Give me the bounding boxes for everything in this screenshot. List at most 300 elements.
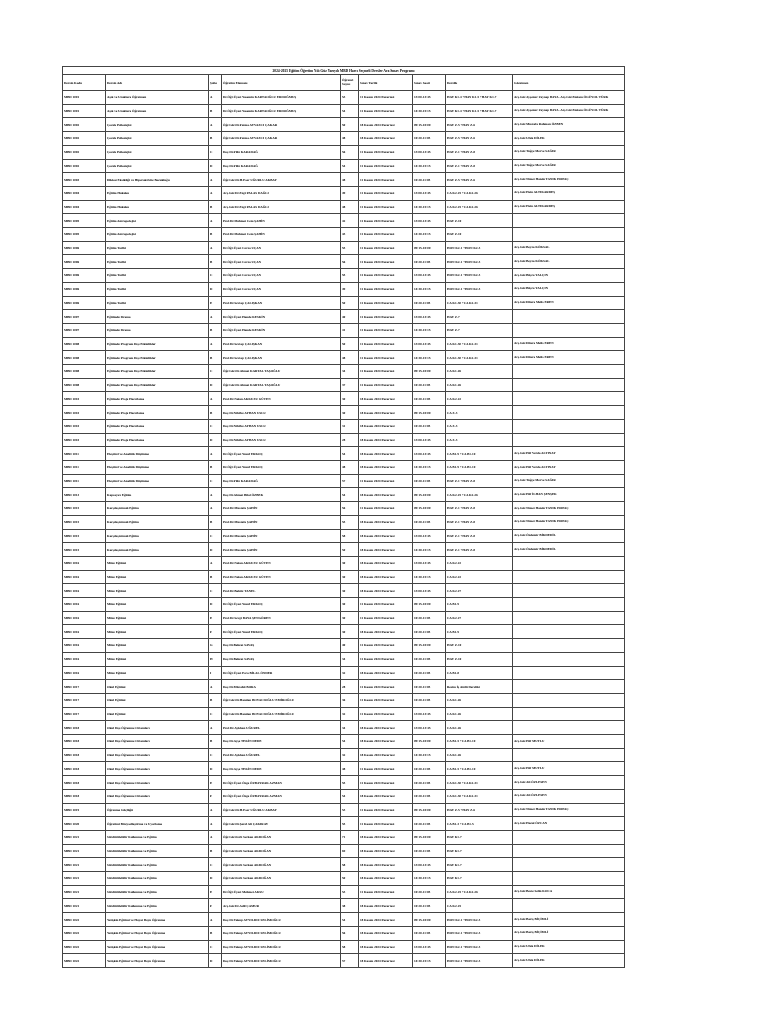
- cell-instructor: Öğr.Gör.Ferit Serkan AKDOĞAN: [222, 858, 341, 872]
- cell-exam-time: 13:00-13:45: [413, 556, 446, 570]
- cell-student-count: 28: [341, 433, 359, 447]
- cell-exam-time: 14:30-15:15: [413, 282, 446, 296]
- cell-classroom: CA B1-9: [446, 598, 513, 612]
- cell-student-count: 54: [341, 913, 359, 927]
- cell-student-count: 55: [341, 817, 359, 831]
- cell-course-name: Eğitimde Proje Hazırlama: [106, 433, 209, 447]
- cell-classroom: HAY Z-1 +HAY Z-8: [446, 474, 513, 488]
- cell-student-count: 38: [341, 899, 359, 913]
- table-row: [63, 460, 625, 474]
- cell-student-count: 55: [341, 269, 359, 283]
- cell-course-name: Dikkat Eksikliği ve Hiperaktivite Bozukluğu: [106, 173, 209, 187]
- cell-student-count: 57: [341, 474, 359, 488]
- cell-exam-time: 10:20-11:05: [413, 817, 446, 831]
- cell-proctor: Arş.Gör.Ali ÖZLESEN: [513, 776, 625, 790]
- cell-classroom: HAY K1-7: [446, 830, 513, 844]
- cell-course-name: Sürdürülebilir Kalkınma ve Eğitim: [106, 844, 209, 858]
- cell-exam-date: 18 Kasım 2024 Pazartesi: [359, 625, 413, 639]
- cell-course-name: Müze Eğitimi: [106, 625, 209, 639]
- cell-exam-time: 13:00-13:45: [413, 529, 446, 543]
- cell-exam-date: 11 Kasım 2024 Pazartesi: [359, 474, 413, 488]
- cell-proctor: Arş.Gör.Ali ÖZLESEN: [513, 789, 625, 803]
- cell-exam-date: 11 Kasım 2024 Pazartesi: [359, 296, 413, 310]
- cell-classroom: HAY Z-7: [446, 323, 513, 337]
- cell-instructor: Dr.Öğr.Üyesi Esra BİLAL ÖNDER: [222, 666, 341, 680]
- cell-course-code: MBD 1015: [63, 529, 106, 543]
- cell-instructor: Prof.Dr.Aykhan UĞUREL: [222, 721, 341, 735]
- cell-proctor: [513, 570, 625, 584]
- cell-proctor: Arş.Gör.Nimet Hande TANIK HOPAÇ: [513, 515, 625, 529]
- cell-section: C: [209, 145, 222, 159]
- cell-exam-time: 14:30-15:15: [413, 351, 446, 365]
- cell-section: C: [209, 269, 222, 283]
- cell-proctor: Arş.Gör.Ayşenur Zeynep BAYA -Arş.Gör.Emlam ÖGÜYOL TÜRK: [513, 104, 625, 118]
- cell-proctor: [513, 680, 625, 694]
- cell-course-name: Eğitimde Program Dışı Etkinlikler: [106, 351, 209, 365]
- cell-instructor: Öğr.Gör.Dr.Ahmet KARTAL TAŞOĞLU: [222, 365, 341, 379]
- cell-student-count: 48: [341, 132, 359, 146]
- table-row: [63, 337, 625, 351]
- cell-course-code: MBD 1016: [63, 611, 106, 625]
- cell-course-code: MBD 1016: [63, 639, 106, 653]
- cell-instructor: Prof.Dr.Nalan AKKUZU GÜVEN: [222, 392, 341, 406]
- cell-section: A: [209, 488, 222, 502]
- cell-course-name: Eğitim Antropolojisi: [106, 214, 209, 228]
- cell-course-name: Karşılaştırmalı Eğitim: [106, 515, 209, 529]
- table-row: [63, 680, 625, 694]
- cell-section: A: [209, 392, 222, 406]
- cell-classroom: HAY Z-5 +HAY Z-6: [446, 118, 513, 132]
- cell-course-name: Yetişkin Eğitimi ve Hayat Boyu Öğrenme: [106, 954, 209, 968]
- cell-student-count: 58: [341, 858, 359, 872]
- cell-classroom: CA K1-26: [446, 721, 513, 735]
- cell-course-code: MBD 1018: [63, 762, 106, 776]
- table-row: [63, 556, 625, 570]
- cell-instructor: Doç.Dr.Behzat SAVAŞ: [222, 652, 341, 666]
- cell-classroom: HAY Z-5 +HAY Z-6: [446, 803, 513, 817]
- cell-exam-time: 10:20-11:05: [413, 515, 446, 529]
- cell-instructor: Dr.Öğr.Üyesi Cevza UÇAN: [222, 282, 341, 296]
- table-row: [63, 885, 625, 899]
- cell-proctor: [513, 844, 625, 858]
- table-row: [63, 214, 625, 228]
- cell-course-name: Eğitim Tarihi: [106, 269, 209, 283]
- cell-student-count: 30: [341, 625, 359, 639]
- table-row: [63, 584, 625, 598]
- cell-instructor: Prof.Dr.Bahtiz TANEL: [222, 584, 341, 598]
- cell-instructor: Dr.Öğr.Üyesi Yusuf ERKOÇ: [222, 447, 341, 461]
- cell-section: C: [209, 940, 222, 954]
- table-row: [63, 310, 625, 324]
- cell-student-count: 54: [341, 159, 359, 173]
- table-row: [63, 762, 625, 776]
- cell-exam-date: 18 Kasım 2024 Pazartesi: [359, 735, 413, 749]
- cell-proctor: Arş.Gör.Nimet Hande TANIK HOPAÇ: [513, 173, 625, 187]
- cell-student-count: 55: [341, 241, 359, 255]
- cell-section: A: [209, 173, 222, 187]
- cell-instructor: Dr.Öğr.Üyesi Cevza UÇAN: [222, 269, 341, 283]
- cell-student-count: 28: [341, 680, 359, 694]
- cell-exam-date: 11 Kasım 2024 Pazartesi: [359, 145, 413, 159]
- table-row: [63, 474, 625, 488]
- cell-instructor: Öğr.Gör.Dr.Fatma AYVAZCI ÇAKAR: [222, 118, 341, 132]
- cell-course-name: Eğitimde Drama: [106, 323, 209, 337]
- cell-exam-time: 14:30-15:15: [413, 200, 446, 214]
- cell-course-name: Okul Dışı Öğrenme Ortamları: [106, 721, 209, 735]
- cell-exam-time: 09:15-10:00: [413, 639, 446, 653]
- cell-instructor: Dr.Öğr.Üyesi Özge ÖZBAYRAK AZMAN: [222, 776, 341, 790]
- cell-exam-time: 10:20-11:05: [413, 132, 446, 146]
- cell-exam-time: 14:30-15:15: [413, 954, 446, 968]
- cell-course-name: Karşılaştırmalı Eğitim: [106, 543, 209, 557]
- cell-course-code: MBD 1011: [63, 460, 106, 474]
- cell-section: F: [209, 789, 222, 803]
- cell-exam-date: 11 Kasım 2024 Pazartesi: [359, 228, 413, 242]
- cell-section: A: [209, 556, 222, 570]
- cell-proctor: Arş.Gör.Nimet Hande TANIK HOPAÇ: [513, 803, 625, 817]
- cell-course-name: Eğitimde Program Dışı Etkinlikler: [106, 337, 209, 351]
- cell-student-count: 34: [341, 652, 359, 666]
- cell-course-name: Çocuk Psikolojisi: [106, 159, 209, 173]
- cell-proctor: Arş.Gör.Ufuk DİLEK: [513, 940, 625, 954]
- cell-exam-date: 11 Kasım 2024 Pazartesi: [359, 776, 413, 790]
- table-row: [63, 844, 625, 858]
- cell-exam-date: 11 Kasım 2024 Pazartesi: [359, 104, 413, 118]
- cell-course-code: MBD 1016: [63, 570, 106, 584]
- cell-exam-time: 09:15-10:00: [413, 735, 446, 749]
- cell-exam-time: 14:30-15:15: [413, 228, 446, 242]
- cell-classroom: HAY Z-10: [446, 228, 513, 242]
- cell-section: A: [209, 913, 222, 927]
- cell-proctor: [513, 748, 625, 762]
- cell-course-code: MBD 1017: [63, 707, 106, 721]
- cell-classroom: CA K2-22: [446, 392, 513, 406]
- cell-instructor: Prof.Dr.Mehmet Cem ŞAHİN: [222, 228, 341, 242]
- cell-exam-time: 14:30-15:15: [413, 460, 446, 474]
- cell-proctor: Arş.Gör.Beste Selin KOCA: [513, 885, 625, 899]
- table-body: [63, 91, 625, 968]
- cell-instructor: Öğr.Gör.Dr.H.Eser UĞURLU AKBAY: [222, 173, 341, 187]
- cell-student-count: 54: [341, 735, 359, 749]
- cell-exam-time: 09:15-10:00: [413, 488, 446, 502]
- cell-instructor: Öğr.Gör.Ferit Serkan AKDOĞAN: [222, 830, 341, 844]
- cell-course-code: MBD 1003: [63, 173, 106, 187]
- cell-instructor: Prof.Dr.Mustafa ŞAHİN: [222, 515, 341, 529]
- cell-exam-date: 11 Kasım 2024 Pazartesi: [359, 310, 413, 324]
- cell-course-name: Sürdürülebilir Kalkınma ve Eğitim: [106, 885, 209, 899]
- cell-course-name: Sürdürülebilir Kalkınma ve Eğitim: [106, 830, 209, 844]
- cell-instructor: Dr.Öğr.Üyesi Yasemin KARTAOĞLU ERDOĞMUŞ: [222, 91, 341, 105]
- cell-section: A: [209, 830, 222, 844]
- cell-exam-time: 10:20-11:05: [413, 419, 446, 433]
- cell-classroom: CA B1-8: [446, 666, 513, 680]
- cell-proctor: Arş.Gör.Barış BİÇİMLİ: [513, 913, 625, 927]
- cell-classroom: CA K2-22: [446, 570, 513, 584]
- cell-instructor: Prof.Dr.Sevtap ÇALIŞKAN: [222, 296, 341, 310]
- cell-course-name: Okul Dışı Öğrenme Ortamları: [106, 789, 209, 803]
- cell-section: B: [209, 693, 222, 707]
- cell-course-code: MBD 1015: [63, 502, 106, 516]
- cell-student-count: 30: [341, 611, 359, 625]
- cell-student-count: 32: [341, 707, 359, 721]
- cell-course-name: Müze Eğitimi: [106, 652, 209, 666]
- cell-proctor: Arş.Gör.Dilara Melis EREN: [513, 296, 625, 310]
- cell-classroom: HAY Z-10: [446, 639, 513, 653]
- cell-student-count: 57: [341, 954, 359, 968]
- cell-classroom: Resim İş Atölü Dersliki: [446, 680, 513, 694]
- table-title: 2024-2025 Eğitim Öğretim Yılı Güz Yarıyılı MBD Harcı Seçmeli Dersler Ara Sınav Programı: [63, 67, 625, 75]
- cell-proctor: Arş.Gör.Ayşenur Zeynep BAYA -Arş.Gör.Emlam ÖGÜYOL TÜRK: [513, 91, 625, 105]
- cell-exam-date: 18 Kasım 2024 Pazartesi: [359, 529, 413, 543]
- cell-exam-time: 13:00-13:45: [413, 91, 446, 105]
- cell-course-code: MBD 1010: [63, 406, 106, 420]
- cell-section: A: [209, 91, 222, 105]
- cell-section: F: [209, 625, 222, 639]
- table-row: [63, 104, 625, 118]
- cell-course-code: MBD 1018: [63, 789, 106, 803]
- table-row: [63, 502, 625, 516]
- cell-classroom: CA K2-25 +CA K2-26: [446, 885, 513, 899]
- cell-section: D: [209, 598, 222, 612]
- cell-course-name: Eleştirel ve Analitik Düşünme: [106, 447, 209, 461]
- cell-proctor: Arş.Gör.Ufuk DİLEK: [513, 132, 625, 146]
- cell-instructor: Prof.Dr.Mustafa ŞAHİN: [222, 529, 341, 543]
- cell-instructor: Dr.Öğr.Üyesi Yusuf ERKOÇ: [222, 625, 341, 639]
- cell-exam-time: 14:30-15:15: [413, 159, 446, 173]
- cell-exam-time: 10:20-11:05: [413, 899, 446, 913]
- cell-proctor: Arş.Gör.Büşra YALÇIN: [513, 282, 625, 296]
- cell-instructor: Öğr.Gör.Dr.Fatma AYVAZCI ÇAKAR: [222, 132, 341, 146]
- cell-classroom: HAY Z-1 +HAY Z-8: [446, 502, 513, 516]
- table-row: [63, 392, 625, 406]
- cell-exam-date: 18 Kasım 2024 Pazartesi: [359, 406, 413, 420]
- table-row: [63, 433, 625, 447]
- cell-exam-time: 14:30-15:15: [413, 570, 446, 584]
- cell-classroom: CA Z-3: [446, 433, 513, 447]
- cell-proctor: Arş.Gör.Barış BİÇİMLİ: [513, 926, 625, 940]
- cell-student-count: 34: [341, 365, 359, 379]
- cell-instructor: Öğr.Gör.Dr.H.Eser UĞURLU AKBAY: [222, 803, 341, 817]
- cell-classroom: HAY Z-1 +HAY Z-8: [446, 543, 513, 557]
- header-section: Şube: [209, 75, 222, 91]
- cell-proctor: [513, 858, 625, 872]
- cell-student-count: 58: [341, 940, 359, 954]
- cell-classroom: CA K1-26: [446, 707, 513, 721]
- cell-exam-date: 18 Kasım 2024 Pazartesi: [359, 844, 413, 858]
- cell-student-count: 30: [341, 392, 359, 406]
- cell-classroom: HON K2-1 +HON K2-3: [446, 269, 513, 283]
- cell-section: B: [209, 228, 222, 242]
- cell-course-code: MBD 1008: [63, 351, 106, 365]
- table-row: [63, 652, 625, 666]
- cell-exam-time: 09:15-10:00: [413, 406, 446, 420]
- cell-course-code: MBD 1022: [63, 913, 106, 927]
- cell-student-count: 49: [341, 282, 359, 296]
- cell-instructor: Doç.Dr.Nihilve AYHAN USLU: [222, 433, 341, 447]
- table-row: [63, 748, 625, 762]
- cell-proctor: [513, 872, 625, 886]
- cell-classroom: HAY K1-7: [446, 872, 513, 886]
- table-row: [63, 351, 625, 365]
- cell-course-code: MBD 1005: [63, 228, 106, 242]
- cell-course-name: Aşık ve Uzaklara Öğretmen: [106, 91, 209, 105]
- table-row: [63, 515, 625, 529]
- cell-section: C: [209, 474, 222, 488]
- cell-classroom: CA K1-30 +CA K2-31: [446, 789, 513, 803]
- table-row: [63, 296, 625, 310]
- cell-student-count: 40: [341, 310, 359, 324]
- cell-student-count: 50: [341, 543, 359, 557]
- cell-instructor: Doç.Dr.Yakup AYYILDIZ SELİMOĞLU: [222, 913, 341, 927]
- table-row: [63, 419, 625, 433]
- table-row: [63, 186, 625, 200]
- cell-section: B: [209, 406, 222, 420]
- cell-proctor: [513, 433, 625, 447]
- cell-course-name: Çocuk Psikolojisi: [106, 118, 209, 132]
- cell-section: C: [209, 858, 222, 872]
- cell-section: A: [209, 241, 222, 255]
- cell-proctor: Arş.Gör.Mustafa Rahman ÖZBEN: [513, 118, 625, 132]
- cell-section: F: [209, 899, 222, 913]
- cell-proctor: [513, 365, 625, 379]
- cell-exam-time: 10:20-11:05: [413, 652, 446, 666]
- cell-student-count: 55: [341, 776, 359, 790]
- cell-student-count: 32: [341, 748, 359, 762]
- cell-course-name: Okul Dışı Öğrenme Ortamları: [106, 748, 209, 762]
- cell-course-name: Yetişkin Eğitimi ve Hayat Boyu Öğrenme: [106, 913, 209, 927]
- table-title-row: [63, 67, 625, 75]
- cell-course-name: Müze Eğitimi: [106, 666, 209, 680]
- cell-proctor: [513, 830, 625, 844]
- cell-exam-date: 18 Kasım 2024 Pazartesi: [359, 899, 413, 913]
- cell-student-count: 42: [341, 214, 359, 228]
- cell-course-code: MBD 1002: [63, 132, 106, 146]
- table-header-row: [63, 75, 625, 91]
- cell-proctor: Arş.Gör.Beyza KÖKSAL: [513, 255, 625, 269]
- cell-course-code: MBD 1021: [63, 899, 106, 913]
- cell-exam-date: 18 Kasım 2024 Pazartesi: [359, 858, 413, 872]
- cell-course-name: Eğitimde Proje Hazırlama: [106, 392, 209, 406]
- cell-classroom: CA K1-30 +CA K2-31: [446, 296, 513, 310]
- cell-exam-time: 13:00-13:45: [413, 337, 446, 351]
- cell-classroom: CA K1-30 +CA K2-31: [446, 337, 513, 351]
- cell-course-name: Eğitimde Proje Hazırlama: [106, 419, 209, 433]
- cell-course-code: MBD 1022: [63, 954, 106, 968]
- cell-course-name: Eğitim Tarihi: [106, 282, 209, 296]
- cell-instructor: Doç.Dr.Ayşe TEKİN DEDE: [222, 735, 341, 749]
- cell-exam-date: 11 Kasım 2024 Pazartesi: [359, 693, 413, 707]
- cell-exam-time: 14:30-15:15: [413, 872, 446, 886]
- exam-schedule-sheet: [62, 66, 624, 968]
- cell-course-code: MBD 1016: [63, 666, 106, 680]
- cell-instructor: Öğr.Gör.Dr.Handan BOYACIOĞLU EMİROĞLU: [222, 707, 341, 721]
- cell-classroom: CA Z-3: [446, 419, 513, 433]
- cell-course-code: MBD 1010: [63, 433, 106, 447]
- table-row: [63, 789, 625, 803]
- cell-instructor: Prof.Dr.Mustafa ŞAHİN: [222, 543, 341, 557]
- cell-instructor: Doç.Dr.Filiz KARADAĞ: [222, 474, 341, 488]
- cell-section: B: [209, 200, 222, 214]
- cell-course-code: MBD 1013: [63, 488, 106, 502]
- cell-course-name: Eğitim Tarihi: [106, 255, 209, 269]
- cell-course-code: MBD 1017: [63, 693, 106, 707]
- cell-exam-date: 11 Kasım 2024 Pazartesi: [359, 502, 413, 516]
- cell-course-code: MBD 1021: [63, 830, 106, 844]
- cell-exam-date: 11 Kasım 2024 Pazartesi: [359, 200, 413, 214]
- cell-exam-time: 13:00-13:45: [413, 447, 446, 461]
- cell-section: G: [209, 639, 222, 653]
- cell-exam-time: 13:00-13:45: [413, 940, 446, 954]
- cell-instructor: Dr.Öğr.Üyesi Yusuf ERKOÇ: [222, 598, 341, 612]
- table-row: [63, 118, 625, 132]
- cell-instructor: Doç.Dr.Nihilve AYHAN USLU: [222, 406, 341, 420]
- cell-exam-date: 18 Kasım 2024 Pazartesi: [359, 748, 413, 762]
- cell-instructor: Arş.Gör.Dr.Ezgi PALAS DAĞLI: [222, 186, 341, 200]
- cell-course-code: MBD 1019: [63, 803, 106, 817]
- cell-proctor: Arş.Gör.Elif Verda ALTINAY: [513, 460, 625, 474]
- cell-proctor: [513, 639, 625, 653]
- cell-course-code: MBD 1021: [63, 858, 106, 872]
- cell-exam-date: 11 Kasım 2024 Pazartesi: [359, 611, 413, 625]
- cell-instructor: Öğr.Gör.Ferit Serkan AKDOĞAN: [222, 844, 341, 858]
- cell-proctor: Arş.Gör.Özdemir BİKDEDİL: [513, 543, 625, 557]
- table-row: [63, 91, 625, 105]
- cell-section: A: [209, 118, 222, 132]
- cell-instructor: Prof.Dr.Mustafa ŞAHİN: [222, 502, 341, 516]
- cell-section: D: [209, 159, 222, 173]
- cell-course-code: MBD 1002: [63, 145, 106, 159]
- cell-course-name: Eğitim Antropolojisi: [106, 228, 209, 242]
- table-row: [63, 830, 625, 844]
- cell-exam-time: 13:00-13:45: [413, 310, 446, 324]
- cell-course-code: MBD 1017: [63, 680, 106, 694]
- table-row: [63, 693, 625, 707]
- cell-exam-time: 10:20-11:05: [413, 762, 446, 776]
- cell-classroom: HAY Z-5 +HAY Z-6: [446, 173, 513, 187]
- cell-exam-date: 11 Kasım 2024 Pazartesi: [359, 241, 413, 255]
- header-course-name: Dersin Adı: [106, 75, 209, 91]
- cell-student-count: 50: [341, 337, 359, 351]
- cell-course-code: MBD 1001: [63, 91, 106, 105]
- cell-course-name: Eğitimde Program Dışı Etkinlikler: [106, 378, 209, 392]
- cell-course-name: Müze Eğitimi: [106, 584, 209, 598]
- cell-classroom: HAY Z-7: [446, 310, 513, 324]
- cell-proctor: Arş.Gör.Elif Verda ALTINAY: [513, 447, 625, 461]
- cell-course-name: Karşılaştırmalı Eğitim: [106, 529, 209, 543]
- table-row: [63, 913, 625, 927]
- cell-exam-time: 09:15-10:00: [413, 598, 446, 612]
- table-row: [63, 159, 625, 173]
- cell-student-count: 53: [341, 803, 359, 817]
- cell-section: A: [209, 680, 222, 694]
- cell-course-code: MBD 1022: [63, 940, 106, 954]
- cell-course-code: MBD 1010: [63, 419, 106, 433]
- cell-exam-date: 11 Kasım 2024 Pazartesi: [359, 652, 413, 666]
- cell-classroom: CA Z-3: [446, 406, 513, 420]
- cell-proctor: [513, 899, 625, 913]
- cell-exam-date: 11 Kasım 2024 Pazartesi: [359, 323, 413, 337]
- cell-student-count: 56: [341, 926, 359, 940]
- cell-classroom: HAY Z-10: [446, 214, 513, 228]
- cell-course-name: Eğitim Hukuku: [106, 200, 209, 214]
- cell-proctor: [513, 652, 625, 666]
- cell-course-code: MBD 1006: [63, 241, 106, 255]
- cell-exam-time: 10:20-11:05: [413, 296, 446, 310]
- cell-student-count: 50: [341, 118, 359, 132]
- cell-course-name: Okul Dışı Öğrenme Ortamları: [106, 735, 209, 749]
- cell-instructor: Doç.Dr.Filiz KARADAĞ: [222, 159, 341, 173]
- cell-course-code: MBD 1016: [63, 598, 106, 612]
